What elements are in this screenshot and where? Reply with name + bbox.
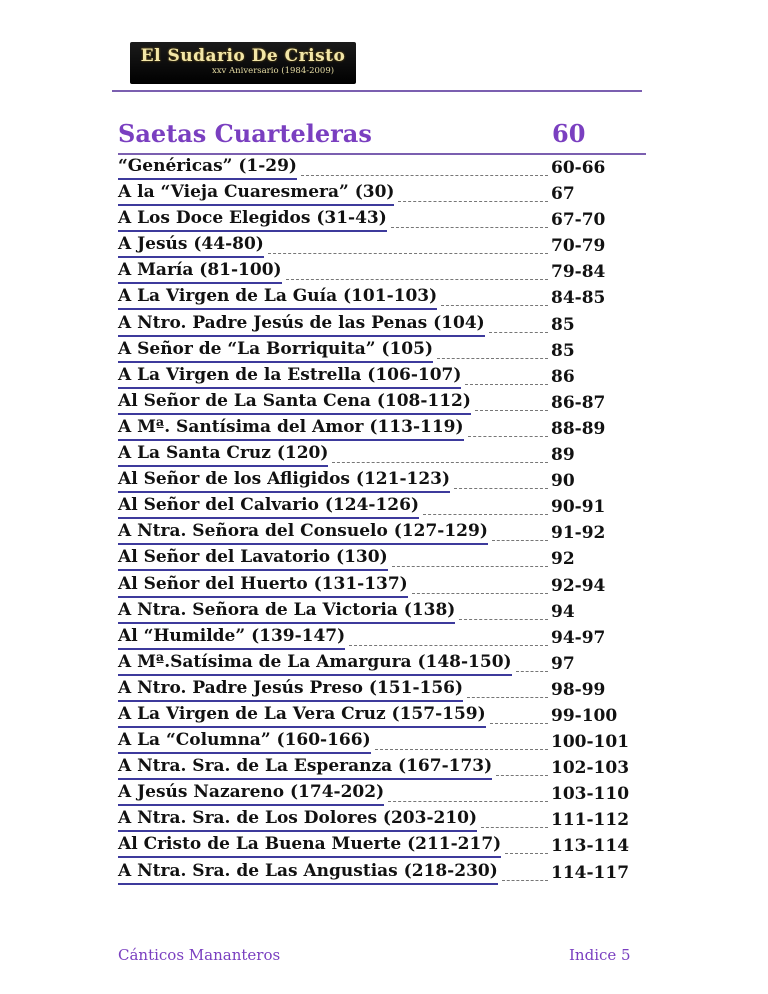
dotted-leader: [392, 566, 548, 567]
toc-entry-title: Al “Humilde” (139-147): [118, 624, 345, 650]
banner-title: El Sudario De Cristo: [140, 46, 346, 66]
toc-entry-page: 91-92: [551, 523, 606, 544]
toc-entry-page: 90: [551, 471, 575, 492]
dotted-leader: [505, 853, 548, 854]
dotted-leader: [349, 645, 548, 646]
toc-entry: [118, 834, 648, 860]
dotted-leader: [441, 305, 548, 306]
banner-subtitle: xxv Aniversario (1984-2009): [211, 66, 335, 76]
toc-entry: [118, 234, 648, 260]
dotted-leader: [475, 410, 548, 411]
toc-entry-page: 94-97: [551, 627, 606, 648]
toc-entry: [118, 391, 648, 417]
toc-entry-page: 67: [551, 184, 575, 205]
toc-entry-title: Al Señor de los Afligidos (121-123): [118, 467, 450, 493]
toc-entry-page: 70-79: [551, 236, 606, 257]
section-heading: [118, 117, 646, 155]
toc-entry-page: 99-100: [551, 705, 618, 726]
toc-entry-title: A Ntra. Señora de La Victoria (138): [118, 598, 455, 624]
dotted-leader: [423, 514, 548, 515]
toc-entry-title: A Ntro. Padre Jesús de las Penas (104): [118, 311, 485, 337]
section-page: 60: [552, 119, 586, 148]
toc-entry-page: 97: [551, 653, 575, 674]
section-title: Saetas Cuarteleras: [118, 119, 372, 148]
toc-entry-title: A La Virgen de La Guía (101-103): [118, 284, 437, 310]
toc-entry-page: 100-101: [551, 732, 630, 753]
toc-entry-page: 94: [551, 601, 575, 622]
toc-entry: [118, 521, 648, 547]
toc-entry: [118, 678, 648, 704]
toc-entry-page: 60-66: [551, 158, 606, 178]
toc-entry: [118, 469, 648, 495]
dotted-leader: [398, 201, 548, 202]
toc-entry-title: A Ntra. Señora del Consuelo (127-129): [118, 519, 488, 545]
toc-entry-title: A Señor de “La Borriquita” (105): [118, 337, 433, 363]
toc-entry: [118, 574, 648, 600]
dotted-leader: [502, 880, 548, 881]
toc-entry: [118, 182, 648, 208]
toc-entry-title: A Ntra. Sra. de Los Dolores (203-210): [118, 806, 477, 832]
dotted-leader: [490, 723, 548, 724]
toc-entry: [118, 756, 648, 782]
toc-entry: [118, 208, 648, 234]
toc-entry: [118, 730, 648, 756]
dotted-leader: [468, 436, 548, 437]
toc-entry-page: 86-87: [551, 392, 606, 413]
dotted-leader: [465, 384, 548, 385]
toc-entry-page: 98-99: [551, 679, 606, 700]
toc-entry-page: 79-84: [551, 262, 606, 283]
dotted-leader: [391, 227, 548, 228]
toc-entry-page: 90-91: [551, 497, 606, 518]
dotted-leader: [375, 749, 548, 750]
dotted-leader: [286, 279, 548, 280]
toc-entry: [118, 313, 648, 339]
toc-entry-page: 67-70: [551, 210, 606, 231]
top-divider: [112, 90, 642, 92]
toc-entry: [118, 286, 648, 312]
toc-entry: [118, 652, 648, 678]
toc-entry-page: 111-112: [551, 810, 630, 831]
toc-entry-title: A la “Vieja Cuaresmera” (30): [118, 180, 394, 206]
toc-entry-title: A La Virgen de la Estrella (106-107): [118, 363, 461, 389]
toc-entry-title: Al Señor del Huerto (131-137): [118, 572, 408, 598]
toc-entry: [118, 365, 648, 391]
toc-entry: [118, 704, 648, 730]
toc-entry-title: A Jesús Nazareno (174-202): [118, 780, 384, 806]
toc-entry-page: 113-114: [551, 836, 630, 857]
toc-entry-page: 89: [551, 445, 575, 466]
toc-entry: [118, 861, 648, 887]
toc-entry: [118, 339, 648, 365]
footer-page-label: Indice 5: [569, 946, 631, 964]
dotted-leader: [516, 671, 548, 672]
toc-entry-page: 114-117: [551, 862, 630, 883]
dotted-leader: [332, 462, 548, 463]
toc-entry: [118, 417, 648, 443]
toc-entry-title: Al Señor del Calvario (124-126): [118, 493, 419, 519]
dotted-leader: [489, 332, 548, 333]
toc-entry-title: A Ntra. Sra. de Las Angustias (218-230): [118, 859, 498, 885]
dotted-leader: [301, 175, 548, 176]
toc-entry: [118, 156, 648, 182]
dotted-leader: [437, 358, 548, 359]
dotted-leader: [481, 827, 548, 828]
dotted-leader: [467, 697, 548, 698]
toc-entry-page: 85: [551, 314, 575, 335]
toc-entry: [118, 626, 648, 652]
toc-entry-page: 92: [551, 549, 575, 570]
toc-entry-title: Al Cristo de La Buena Muerte (211-217): [118, 832, 501, 858]
toc-entry-title: A María (81-100): [118, 258, 282, 284]
toc-entry-title: Al Señor de La Santa Cena (108-112): [118, 389, 471, 415]
toc-entry: [118, 495, 648, 521]
toc-entry-title: A La “Columna” (160-166): [118, 728, 371, 754]
toc-entry-title: A Mª.Satísima de La Amargura (148-150): [118, 650, 512, 676]
footer-book-title: Cánticos Mananteros: [118, 946, 281, 964]
toc-entry: [118, 808, 648, 834]
toc-entry: [118, 782, 648, 808]
toc-entry: [118, 260, 648, 286]
toc-entry-title: “Genéricas” (1-29): [118, 154, 297, 180]
toc-entry-page: 92-94: [551, 575, 606, 596]
toc-entry-title: Al Señor del Lavatorio (130): [118, 545, 388, 571]
toc-entry: [118, 600, 648, 626]
toc-entry-title: A Mª. Santísima del Amor (113-119): [118, 415, 464, 441]
dotted-leader: [412, 593, 548, 594]
toc-entry-title: A Ntra. Sra. de La Esperanza (167-173): [118, 754, 492, 780]
dotted-leader: [492, 540, 548, 541]
toc-entry-page: 103-110: [551, 784, 630, 805]
toc-entry-page: 85: [551, 340, 575, 361]
toc-entry-title: A Los Doce Elegidos (31-43): [118, 206, 387, 232]
toc-entry-title: A La Santa Cruz (120): [118, 441, 328, 467]
toc-entry-page: 102-103: [551, 758, 630, 779]
banner-logo: [130, 42, 356, 84]
toc-entry-title: A Jesús (44-80): [118, 232, 264, 258]
toc-entry-page: 84-85: [551, 288, 606, 309]
toc-entry-page: 88-89: [551, 418, 606, 439]
dotted-leader: [459, 619, 548, 620]
toc-entry: [118, 547, 648, 573]
toc-entry-title: A La Virgen de La Vera Cruz (157-159): [118, 702, 486, 728]
toc-entry: [118, 443, 648, 469]
dotted-leader: [454, 488, 548, 489]
dotted-leader: [388, 801, 548, 802]
dotted-leader: [496, 775, 548, 776]
toc-entry-title: A Ntro. Padre Jesús Preso (151-156): [118, 676, 463, 702]
toc-entry-page: 86: [551, 366, 575, 387]
dotted-leader: [268, 253, 548, 254]
toc-list: [118, 156, 648, 887]
